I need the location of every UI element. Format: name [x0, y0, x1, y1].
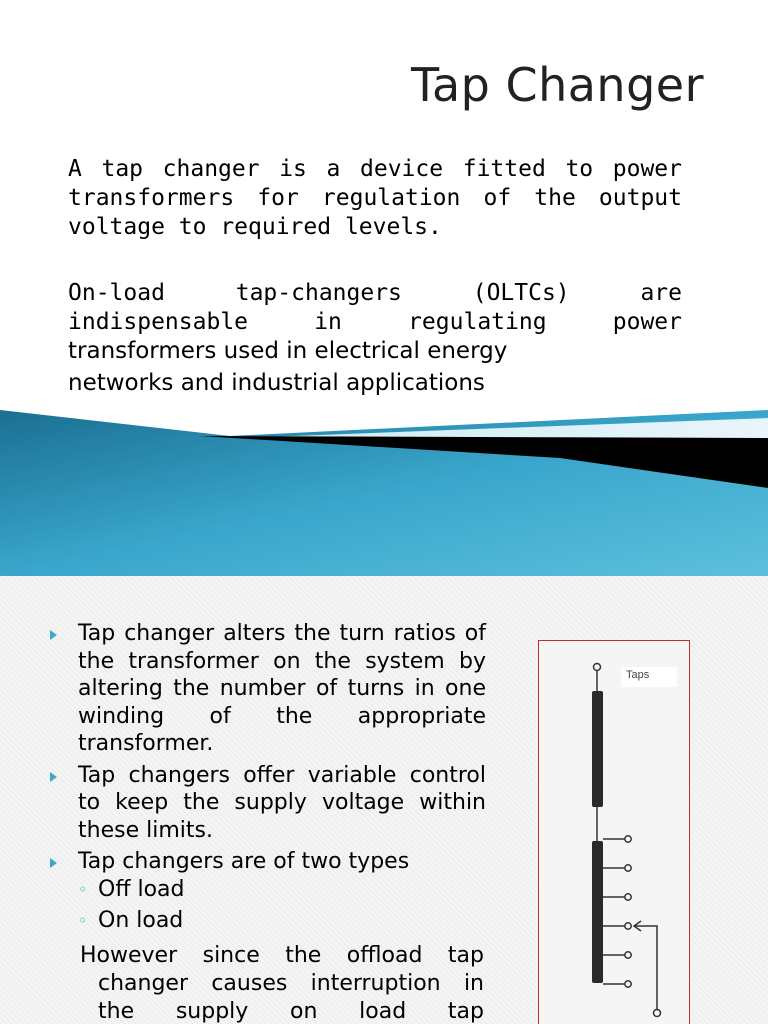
list-item	[50, 762, 486, 845]
slide-2	[0, 576, 768, 1024]
however-line-3: the supply on load tap	[98, 999, 484, 1024]
intro-paragraph	[68, 155, 682, 242]
circle-bullet-icon: ◦	[78, 879, 88, 899]
sub-list-item	[78, 907, 486, 935]
oltc-line-3: transformers used in electrical energy	[68, 338, 508, 364]
intro-line-3: voltage to required levels.	[68, 214, 442, 240]
tap-winding-figure	[538, 640, 690, 1024]
bullet-text: Tap changer alters the turn ratios of the transformer on the system by altering the number of turns in one winding of the appropriate transformer.	[78, 621, 486, 756]
sub-bullet-text: Off load	[98, 876, 185, 902]
bullet-arrow-icon	[50, 858, 57, 868]
oltc-line-1: On-load tap-changers (OLTCs) are	[68, 280, 682, 306]
sub-bullet-list	[78, 876, 486, 935]
circle-bullet-icon: ◦	[78, 910, 88, 930]
however-paragraph	[80, 942, 484, 1024]
oltc-line-4: networks and industrial applications	[68, 370, 485, 396]
sub-list-item	[78, 876, 486, 904]
list-item	[50, 848, 486, 935]
sub-bullet-text: On load	[98, 907, 184, 933]
however-line-1: However since the offload tap	[80, 943, 484, 968]
list-item	[50, 620, 486, 758]
bullet-text: Tap changers are of two types	[78, 849, 410, 874]
slide-title: Tap Changer	[410, 58, 704, 112]
bullet-list	[50, 620, 486, 939]
intro-line-2: transformers for regulation of the output	[68, 185, 682, 211]
bullet-arrow-icon	[50, 630, 57, 640]
oltc-paragraph	[68, 279, 682, 398]
however-line-2: changer causes interruption in	[98, 971, 484, 996]
bullet-text: Tap changers offer variable control to keep the supply voltage within these limits.	[78, 762, 486, 843]
tap-winding-diagram	[539, 641, 691, 1024]
bullet-arrow-icon	[50, 772, 57, 782]
intro-line-1: A tap changer is a device fitted to power	[68, 156, 682, 182]
oltc-line-2: indispensable in regulating power	[68, 309, 682, 335]
decorative-wave	[0, 410, 768, 576]
taps-label: Taps	[621, 667, 677, 687]
